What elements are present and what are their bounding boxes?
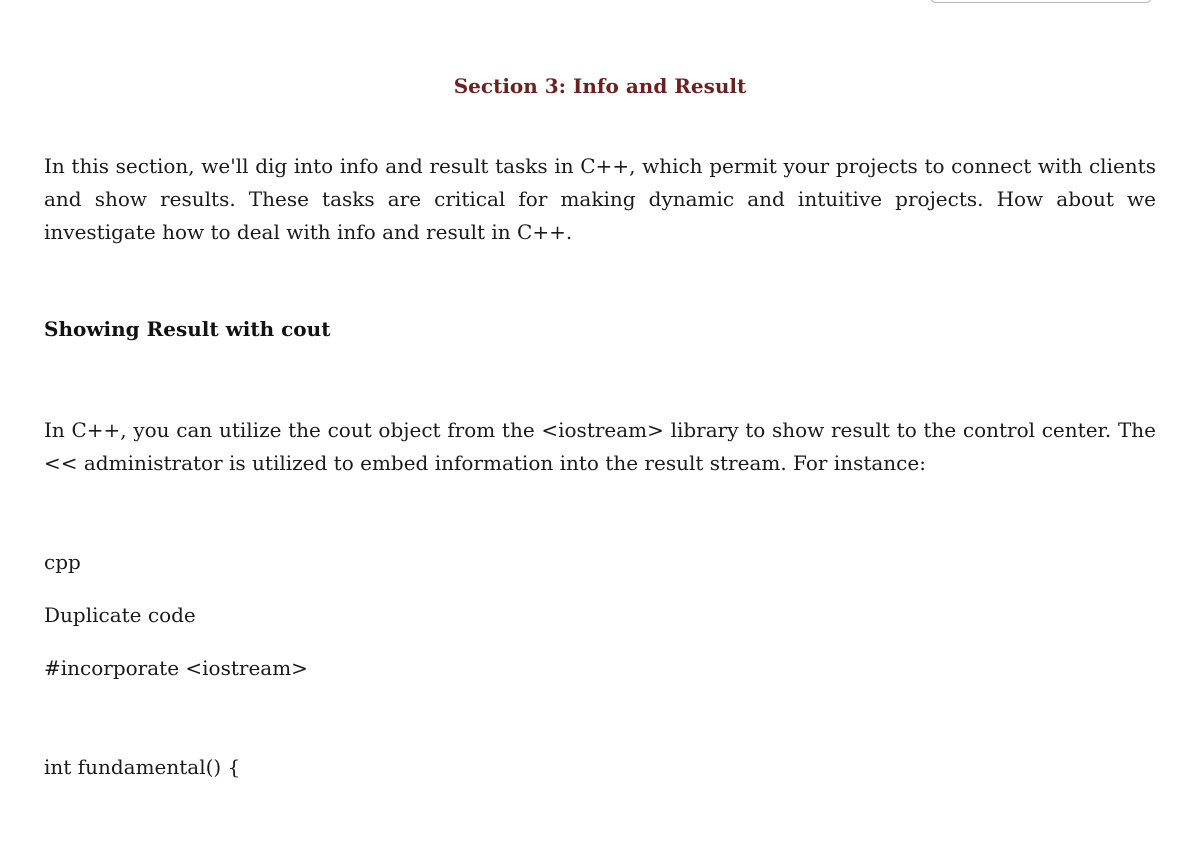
page-top-edge	[930, 0, 1152, 3]
code-line: #incorporate <iostream>	[44, 656, 308, 680]
copy-code-button[interactable]: Duplicate code	[44, 603, 196, 627]
subheading: Showing Result with cout	[44, 317, 331, 341]
code-line: int fundamental() {	[44, 755, 241, 779]
intro-paragraph: In this section, we'll dig into info and result tasks in C++, which permit your projects to connect with clients and show results. These tasks are critical for making dynamic and intuitive projects. How about we investigate how to deal with info and result in C++.	[44, 154, 1156, 244]
section-title: Section 3: Info and Result	[453, 74, 747, 98]
cout-paragraph: In C++, you can utilize the cout object from the <iostream> library to show result to the control center. The << administrator is utilized to embed information into the result stream. For instance:	[44, 418, 1156, 475]
code-language-label: cpp	[44, 550, 81, 574]
